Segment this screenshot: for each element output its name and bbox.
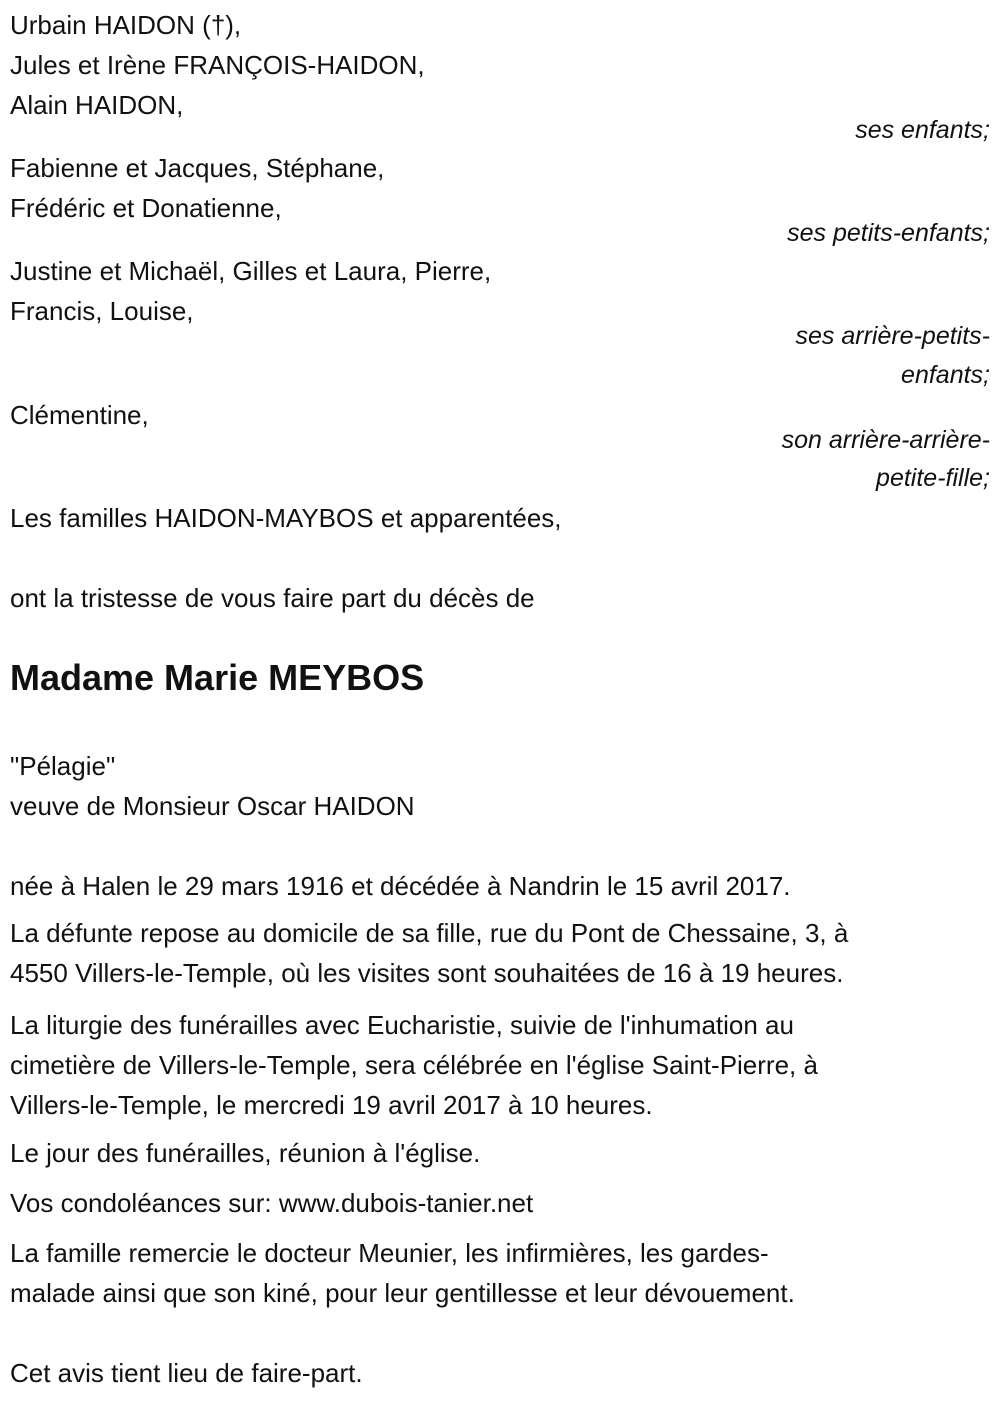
family-line: Francis, Louise, bbox=[10, 296, 194, 326]
families-line: Les familles HAIDON-MAYBOS et apparentées, bbox=[10, 503, 562, 533]
family-line: Fabienne et Jacques, Stéphane, bbox=[10, 153, 385, 183]
family-line: Urbain HAIDON (†), bbox=[10, 10, 242, 40]
closing: Cet avis tient lieu de faire-part. bbox=[10, 1358, 363, 1388]
liturgy-line: La liturgie des funérailles avec Eucharistie, suivie de l'inhumation au bbox=[10, 1010, 794, 1040]
family-line: Frédéric et Donatienne, bbox=[10, 193, 282, 223]
condolences: Vos condoléances sur: www.dubois-tanier.net bbox=[10, 1188, 534, 1218]
thanks-line: malade ainsi que son kiné, pour leur gentillesse et leur dévouement. bbox=[10, 1278, 795, 1308]
relation-label: ses arrière-petits- bbox=[795, 322, 990, 350]
family-line: Jules et Irène FRANÇOIS-HAIDON, bbox=[10, 50, 425, 80]
liturgy-line: Villers-le-Temple, le mercredi 19 avril 2017 à 10 heures. bbox=[10, 1090, 653, 1120]
family-line: Alain HAIDON, bbox=[10, 90, 184, 120]
thanks-line: La famille remercie le docteur Meunier, les infirmières, les gardes- bbox=[10, 1238, 769, 1268]
relation-label: ses petits-enfants; bbox=[787, 219, 990, 247]
announcement: ont la tristesse de vous faire part du décès de bbox=[10, 583, 535, 613]
widow-of: veuve de Monsieur Oscar HAIDON bbox=[10, 791, 415, 821]
repose-line: 4550 Villers-le-Temple, où les visites sont souhaitées de 16 à 19 heures. bbox=[10, 958, 844, 988]
family-line: Justine et Michaël, Gilles et Laura, Pierre, bbox=[10, 256, 492, 286]
relation-label: son arrière-arrière- bbox=[781, 426, 990, 454]
relation-label: petite-fille; bbox=[876, 464, 990, 492]
birth-death: née à Halen le 29 mars 1916 et décédée à Nandrin le 15 avril 2017. bbox=[10, 871, 791, 901]
nickname: "Pélagie" bbox=[10, 751, 116, 781]
relation-label: ses enfants; bbox=[855, 116, 990, 144]
meeting: Le jour des funérailles, réunion à l'église. bbox=[10, 1138, 481, 1168]
repose-line: La défunte repose au domicile de sa fille, rue du Pont de Chessaine, 3, à bbox=[10, 918, 849, 948]
liturgy-line: cimetière de Villers-le-Temple, sera célébrée en l'église Saint-Pierre, à bbox=[10, 1050, 818, 1080]
family-line: Clémentine, bbox=[10, 400, 149, 430]
deceased-name: Madame Marie MEYBOS bbox=[10, 657, 425, 698]
relation-label: enfants; bbox=[901, 361, 990, 389]
